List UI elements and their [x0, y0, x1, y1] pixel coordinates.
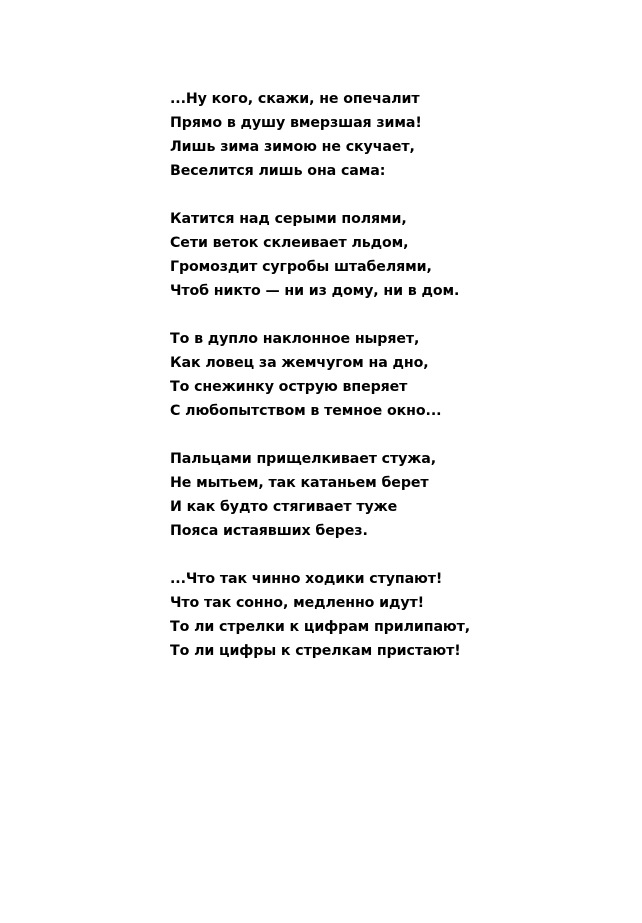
poem-line: То ли стрелки к цифрам прилипают, — [170, 619, 471, 635]
poem-line: Что так сонно, медленно идут! — [170, 595, 424, 611]
poem-line: Лишь зима зимою не скучает, — [170, 139, 415, 155]
poem-line: То в дупло наклонное ныряет, — [170, 331, 420, 347]
poem-line: Как ловец за жемчугом на дно, — [170, 355, 429, 371]
poem-line: Громоздит сугробы штабелями, — [170, 259, 432, 275]
poem-line: ...Ну кого, скажи, не опечалит — [170, 91, 420, 107]
poem-line: Чтоб никто — ни из дому, ни в дом. — [170, 283, 460, 299]
poem-line: Сети веток склеивает льдом, — [170, 235, 409, 251]
poem-line: И как будто стягивает туже — [170, 499, 398, 515]
poem-line: Веселится лишь она сама: — [170, 163, 386, 179]
poem-line: Прямо в душу вмерзшая зима! — [170, 115, 422, 131]
stanza-2 — [170, 207, 610, 303]
poem-line: То ли цифры к стрелкам пристают! — [170, 643, 461, 659]
poem-line: ...Что так чинно ходики ступают! — [170, 571, 443, 587]
poem-line: Пояса истаявших берез. — [170, 523, 368, 539]
poem-line: Катится над серыми полями, — [170, 211, 407, 227]
stanza-3 — [170, 327, 610, 423]
poem-text — [170, 87, 610, 687]
stanza-1 — [170, 87, 610, 183]
poem-line: То снежинку острую вперяет — [170, 379, 408, 395]
poem-line: Не мытьем, так катаньем берет — [170, 475, 429, 491]
stanza-4 — [170, 447, 610, 543]
stanza-5 — [170, 567, 610, 663]
poem-line: С любопытством в темное окно... — [170, 403, 442, 419]
poem-line: Пальцами прищелкивает стужа, — [170, 451, 437, 467]
